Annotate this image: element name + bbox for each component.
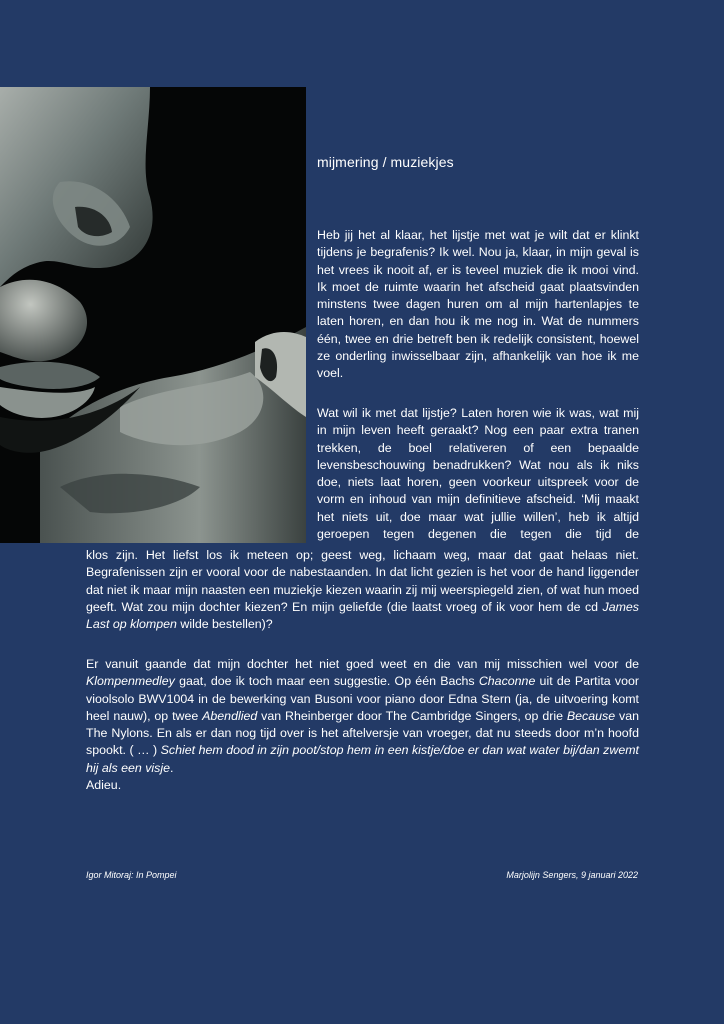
cd-title: James Last op klompen [86, 599, 639, 632]
paragraph-2-column-text: Wat wil ik met dat lijstje? Laten horen wie ik was, wat mij in mijn leven heeft geraakt? Nog een paar extra tranen trekken, de boel relativeren of een bepaalde levensbeschouwing benadrukken? Wat nou als ik niks doe, niets laat horen, geen voorkeur uitspreek voor de vorm en inhoud van mijn definitieve afscheid. ‘Mij maakt het niets uit, doe maar wat jullie willen’, heb ik altijd geroepen tegen degenen die tegen die tijd de [317, 406, 639, 542]
author-date: Marjolijn Sengers, 9 januari 2022 [506, 870, 638, 880]
paragraph-1 [317, 227, 639, 383]
image-caption: Igor Mitoraj: In Pompei [86, 870, 177, 880]
paragraph-1-text: Heb jij het al klaar, het lijstje met wat je wilt dat er klinkt tijdens je begrafenis? Ik wel. Nou ja, klaar, in mijn geval is het vrees ik nooit af, er is teveel muziek die ik mooi vind. Ik moet de ruimte waarin het afscheid gaat plaatsvinden minstens twee dagen huren om al mijn hartenlapjes te laten horen, en dan hou ik me nog in. Wat de nummers één, twee en drie betreft ben ik redelijk consistent, hoewel ze onderling inwisselbaar zijn, afhankelijk van hoe ik me voel. [317, 228, 639, 381]
closing: Adieu. [86, 778, 122, 793]
page-title: mijmering / muziekjes [317, 154, 454, 170]
paragraph-2-full-text: klos zijn. Het liefst los ik meteen op; geest weg, lichaam weg, maar dat gaat helaas niet. Begrafenissen zijn er vooral voor de nabestaanden. In dat licht gezien is het voor de hand liggender dat niet ik maar mijn naasten een muziekje kiezen waarin zij mij weerspiegeld zien, of wat hun moed geeft. Wat zou mijn dochter kiezen? En mijn geliefde (die laatst vroeg of ik voor hem de cd James Last op klompen wilde bestellen)? [86, 548, 639, 632]
paragraph-3 [86, 656, 639, 794]
paragraph-2-full [86, 547, 639, 633]
paragraph-3-text: Er vanuit gaande dat mijn dochter het niet goed weet en die van mij misschien wel voor de Klompenmedley gaat, doe ik toch maar een suggestie. Op één Bachs Chaconne uit de Partita voor vioolsolo BWV1004 in de bewerking van Busoni voor piano door Edna Stern (ja, de uitvoering komt heel nauw), op twee Abendlied van Rheinberger door The Cambridge Singers, op drie Because van The Nylons. En als er dan nog tijd over is het aftelversje van vroeger, dat nu steeds door m’n hoofd spookt. ( … ) Schiet hem dood in zijn poot/stop hem in een kistje/doe er dan wat water bij/dan zwemt hij als een visje. [86, 657, 639, 775]
sculpture-photo [0, 87, 306, 543]
paragraph-2-column [317, 405, 639, 543]
rhyme-text: Schiet hem dood in zijn poot/stop hem in een kistje/doe er dan wat water bij/dan zwemt hij als een visje [86, 743, 639, 775]
